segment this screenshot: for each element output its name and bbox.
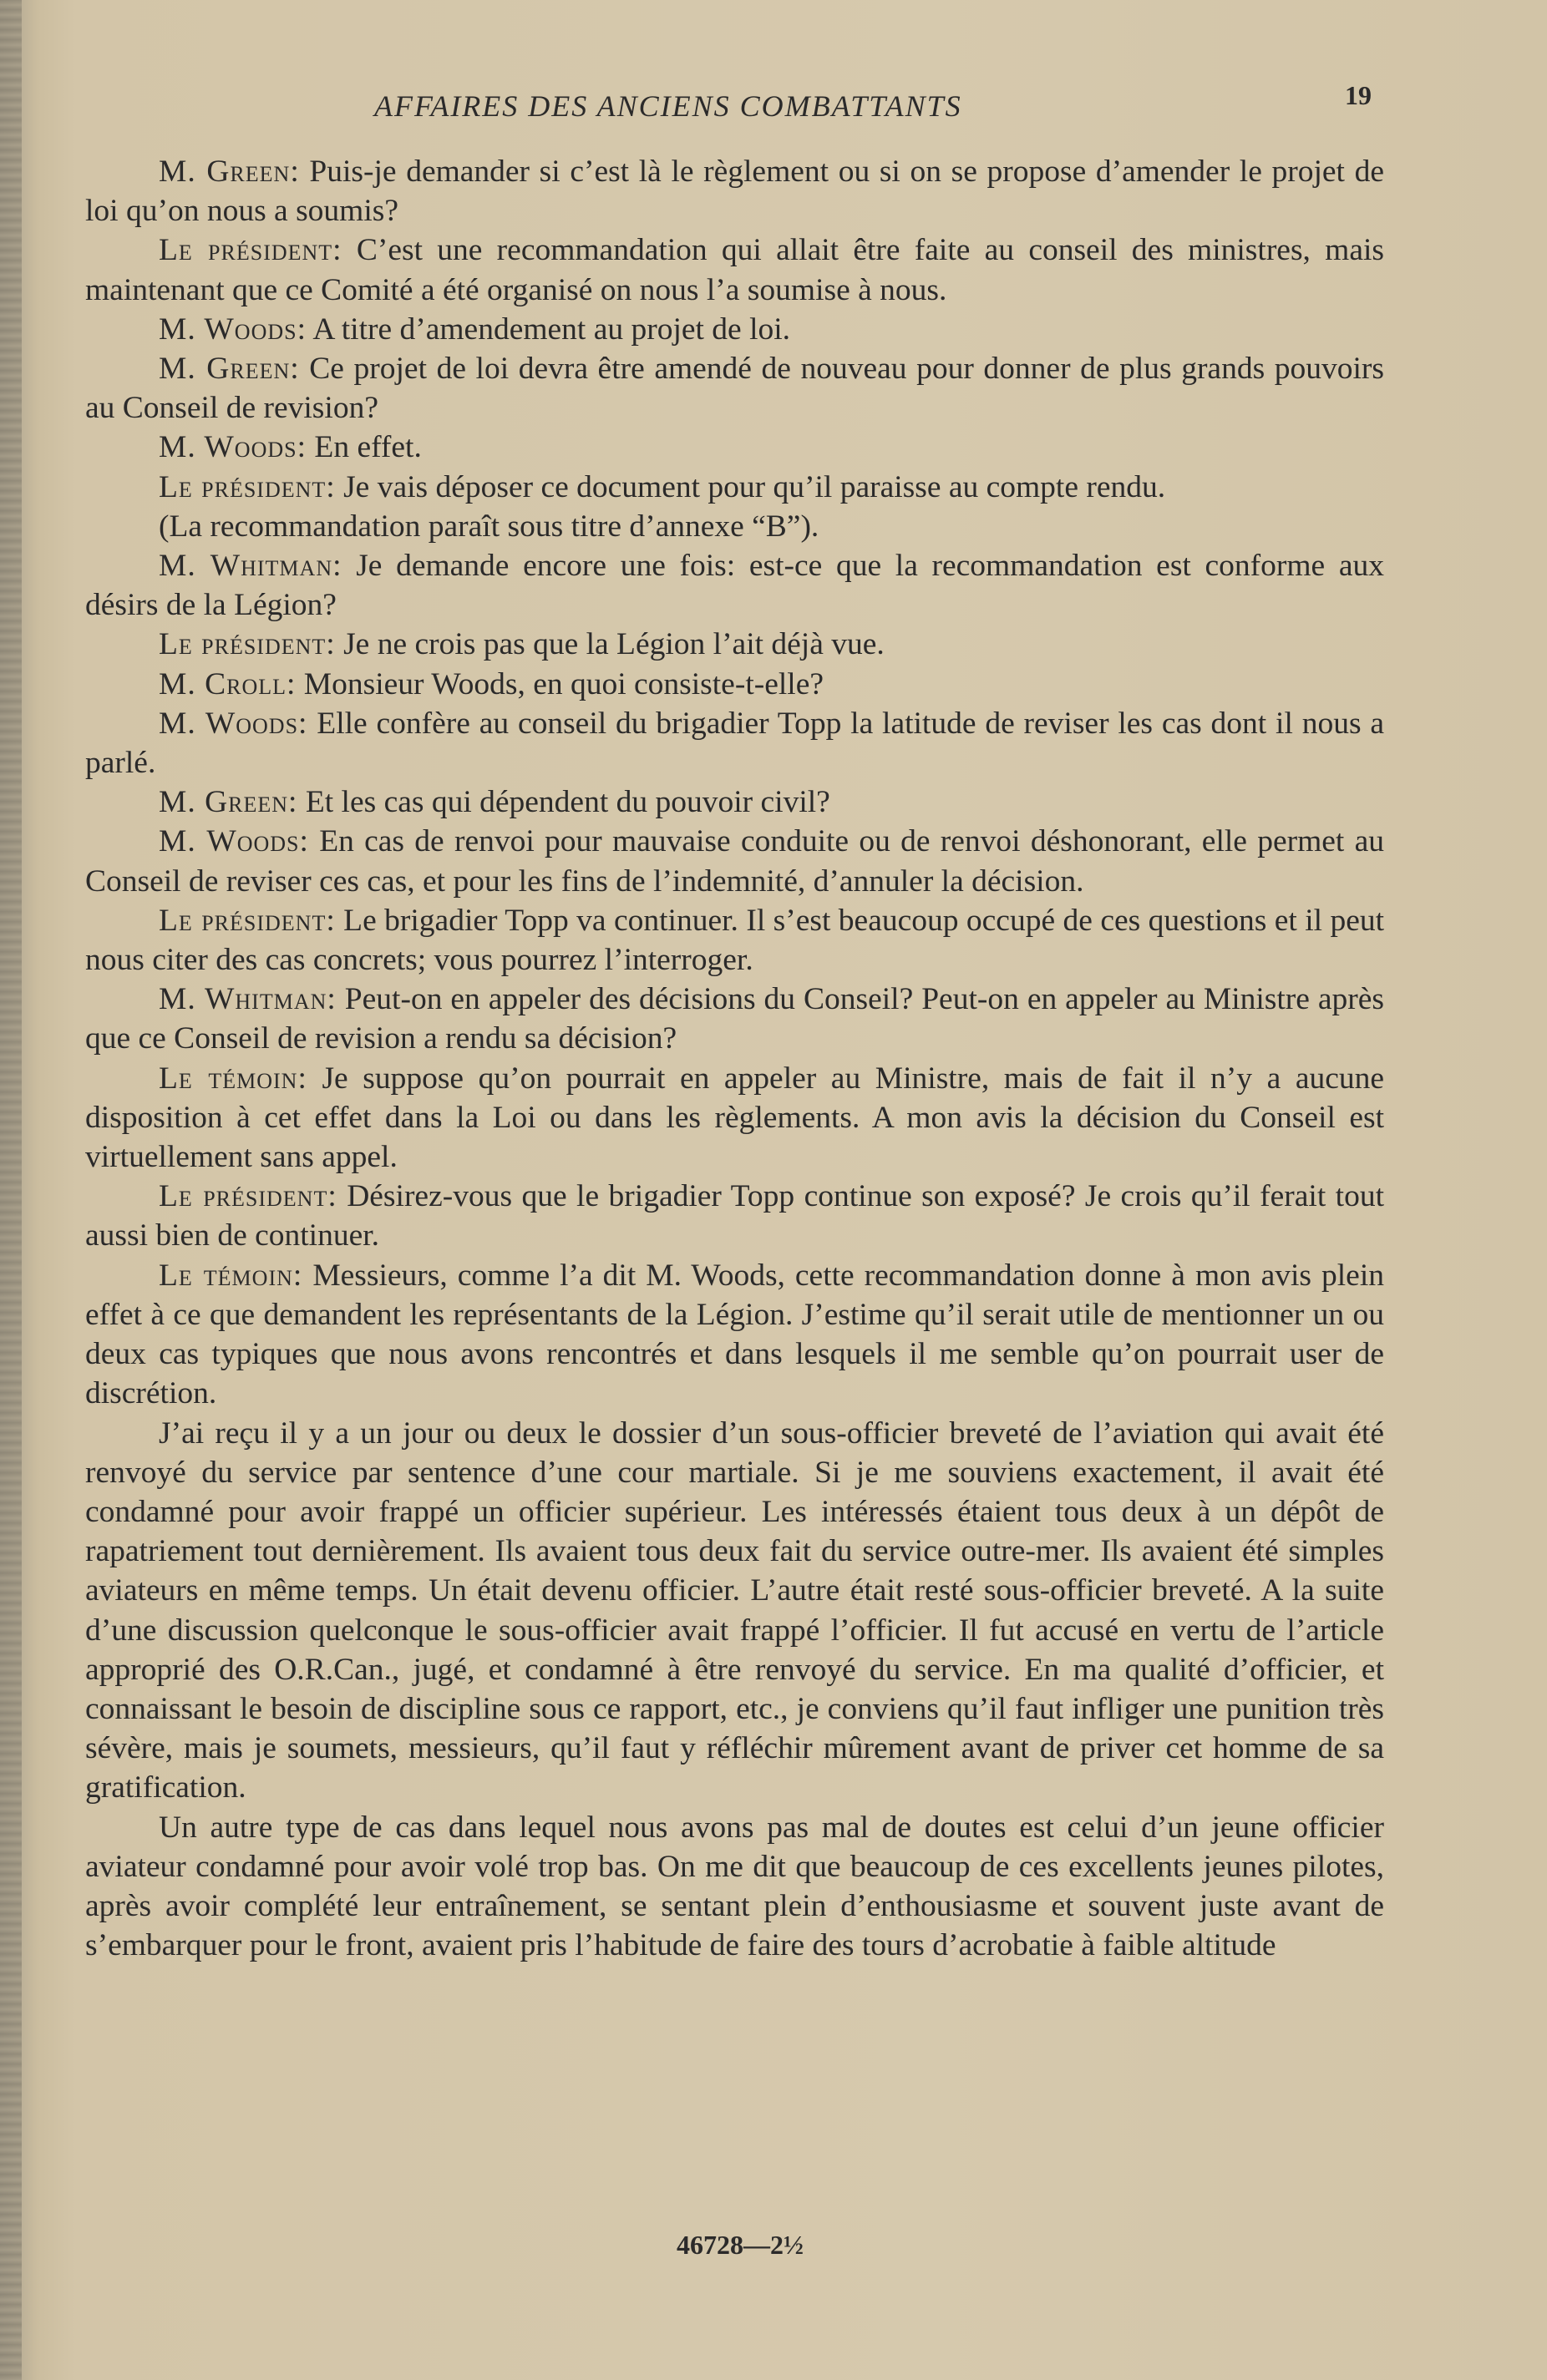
paragraph-text: Peut-on en appeler des décisions du Conseil? Peut-on en appeler au Ministre après que ce Conseil de revision a rendu sa décision? [85,982,1385,1056]
paragraph [85,507,1384,546]
paragraph [85,704,1384,782]
speaker-label: M. Croll: [159,666,297,701]
signature-mark: 46728—2½ [677,2230,804,2260]
paragraph-text: Messieurs, comme l’a dit M. Woods, cette recommandation donne à mon avis plein effet à ce que demandent les représentants de la Légion. J’estime qu’il serait utile de mentionner un ou deux cas typiques que nous avons rencontrés et dans lesquels il me semble qu’on pourrait user de discrétion. [85,1258,1385,1411]
paragraph [85,428,1384,467]
paragraph-text: Et les cas qui dépendent du pouvoir civil? [305,785,830,820]
paragraph-text: Je vais déposer ce document pour qu’il paraisse au compte rendu. [343,469,1166,504]
speaker-label: M. Woods: [159,430,307,465]
paragraph-text: Je demande encore une fois: est-ce que la recommandation est conforme aux désirs de la Légion? [85,549,1385,623]
speaker-label: M. Whitman: [159,549,342,584]
paragraph-text: C’est une recommandation qui allait être faite au conseil des ministres, mais maintenant que ce Comité a été organisé on nous l’a soumise à nous. [85,233,1385,307]
paragraph [85,310,1384,349]
speaker-label: Le président: [159,1179,337,1214]
speaker-label: Le président: [159,627,336,662]
running-title: AFFAIRES DES ANCIENS COMBATTANTS [374,89,962,123]
paragraph-text: Je ne crois pas que la Légion l’ait déjà vue. [343,627,885,662]
paragraph-text: Le brigadier Topp va continuer. Il s’est beaucoup occupé de ces questions et il peut nous citer des cas concrets; vous pourrez l’interroger. [85,903,1385,978]
paragraph-text: Désirez-vous que le brigadier Topp continue son exposé? Je crois qu’il ferait tout aussi bien de continuer. [85,1179,1385,1253]
paragraph [85,625,1384,664]
paragraph [85,152,1384,230]
paragraph [85,822,1384,900]
paragraph [85,1808,1384,1966]
paragraph-text: J’ai reçu il y a un jour ou deux le dossier d’un sous-officier breveté de l’aviation qui avait été renvoyé du service par sentence d’une cour martiale. Si je me souviens exactement, il avait été condamné pour avoir frappé un officier supérieur. Les intéressés étaient tous deux à un dépôt de rapatriement tout dernièrement. Ils avaient tous deux fait du service outre-mer. Ils avaient été simples aviateurs en même temps. Un était devenu officier. L’autre était resté sous-officier breveté. A la suite d’une discussion quelconque le sous-officier avait frappé l’officier. Il fut accusé en vertu de l’article approprié des O.R.Can., jugé, et condamné à être renvoyé du service. En ma qualité d’officier, et connaissant le besoin de discipline sous ce rapport, etc., je conviens qu’il faut infliger une punition très sévère, mais je soumets, messieurs, qu’il faut y réfléchir mûrement avant de priver cet homme de sa gratification. [85,1415,1384,1805]
speaker-label: M. Woods: [159,311,307,347]
speaker-label: M. Whitman: [159,982,337,1017]
paragraph [85,1256,1384,1414]
speaker-label: Le témoin: [159,1061,307,1096]
paragraph [85,1414,1384,1808]
speaker-label: M. Woods: [159,706,308,741]
paragraph-text: Monsieur Woods, en quoi consiste-t-elle? [303,666,824,701]
page-header [84,80,1387,130]
speaker-label: M. Green: [159,154,300,189]
speaker-label: M. Green: [159,352,300,387]
paragraph-text: Un autre type de cas dans lequel nous avons pas mal de doutes est celui d’un jeune officier aviateur condamné pour avoir volé trop bas. On me dit que beaucoup de ces excellents jeunes pilotes, après avoir complété leur entraînement, se sentant plein d’enthousiasme et souvent juste avant de s’embarquer pour le front, avaient pris l’habitude de faire des tours d’acrobatie à faible altitude [85,1810,1384,1963]
paragraph [85,980,1384,1058]
book-binding-edge [0,0,22,2380]
paragraph [85,782,1384,822]
paragraph [85,230,1384,309]
speaker-label: Le président: [159,469,336,504]
paragraph-text: En cas de renvoi pour mauvaise conduite ou de renvoi déshonorant, elle permet au Conseil de reviser ces cas, et pour les fins de l’indemnité, d’annuler la décision. [85,824,1384,899]
paragraph [85,1177,1384,1255]
paragraph-text: En effet. [314,430,422,465]
speaker-label: Le témoin: [159,1258,303,1293]
paragraph-text: Puis-je demander si c’est là le règlement ou si on se propose d’amender le projet de loi qu’on nous a soumis? [85,154,1385,229]
paragraph-text: Ce projet de loi devra être amendé de nouveau pour donner de plus grands pouvoirs au Conseil de revision? [85,352,1385,426]
paragraph [85,665,1384,704]
paragraph [85,1059,1384,1177]
speaker-label: M. Green: [159,785,298,820]
paragraph [85,468,1384,507]
paragraph [85,546,1384,625]
speaker-label: Le président: [159,903,336,938]
paragraph-text: Elle confère au conseil du brigadier Topp la latitude de reviser les cas dont il nous a parlé. [85,706,1384,781]
paragraph-text: A titre d’amendement au projet de loi. [312,311,791,347]
paragraph-text: (La recommandation paraît sous titre d’annexe “B”). [159,509,819,544]
speaker-label: Le président: [159,233,342,268]
speaker-label: M. Woods: [159,824,309,859]
body-text [85,152,1384,1965]
paragraph [85,901,1384,980]
page-number: 19 [1345,80,1372,110]
paragraph [85,349,1384,428]
paragraph-text: Je suppose qu’on pourrait en appeler au Ministre, mais de fait il n’y a aucune disposition à cet effet dans la Loi ou dans les règlements. A mon avis la décision du Conseil est virtuellement sans appel. [85,1061,1384,1175]
